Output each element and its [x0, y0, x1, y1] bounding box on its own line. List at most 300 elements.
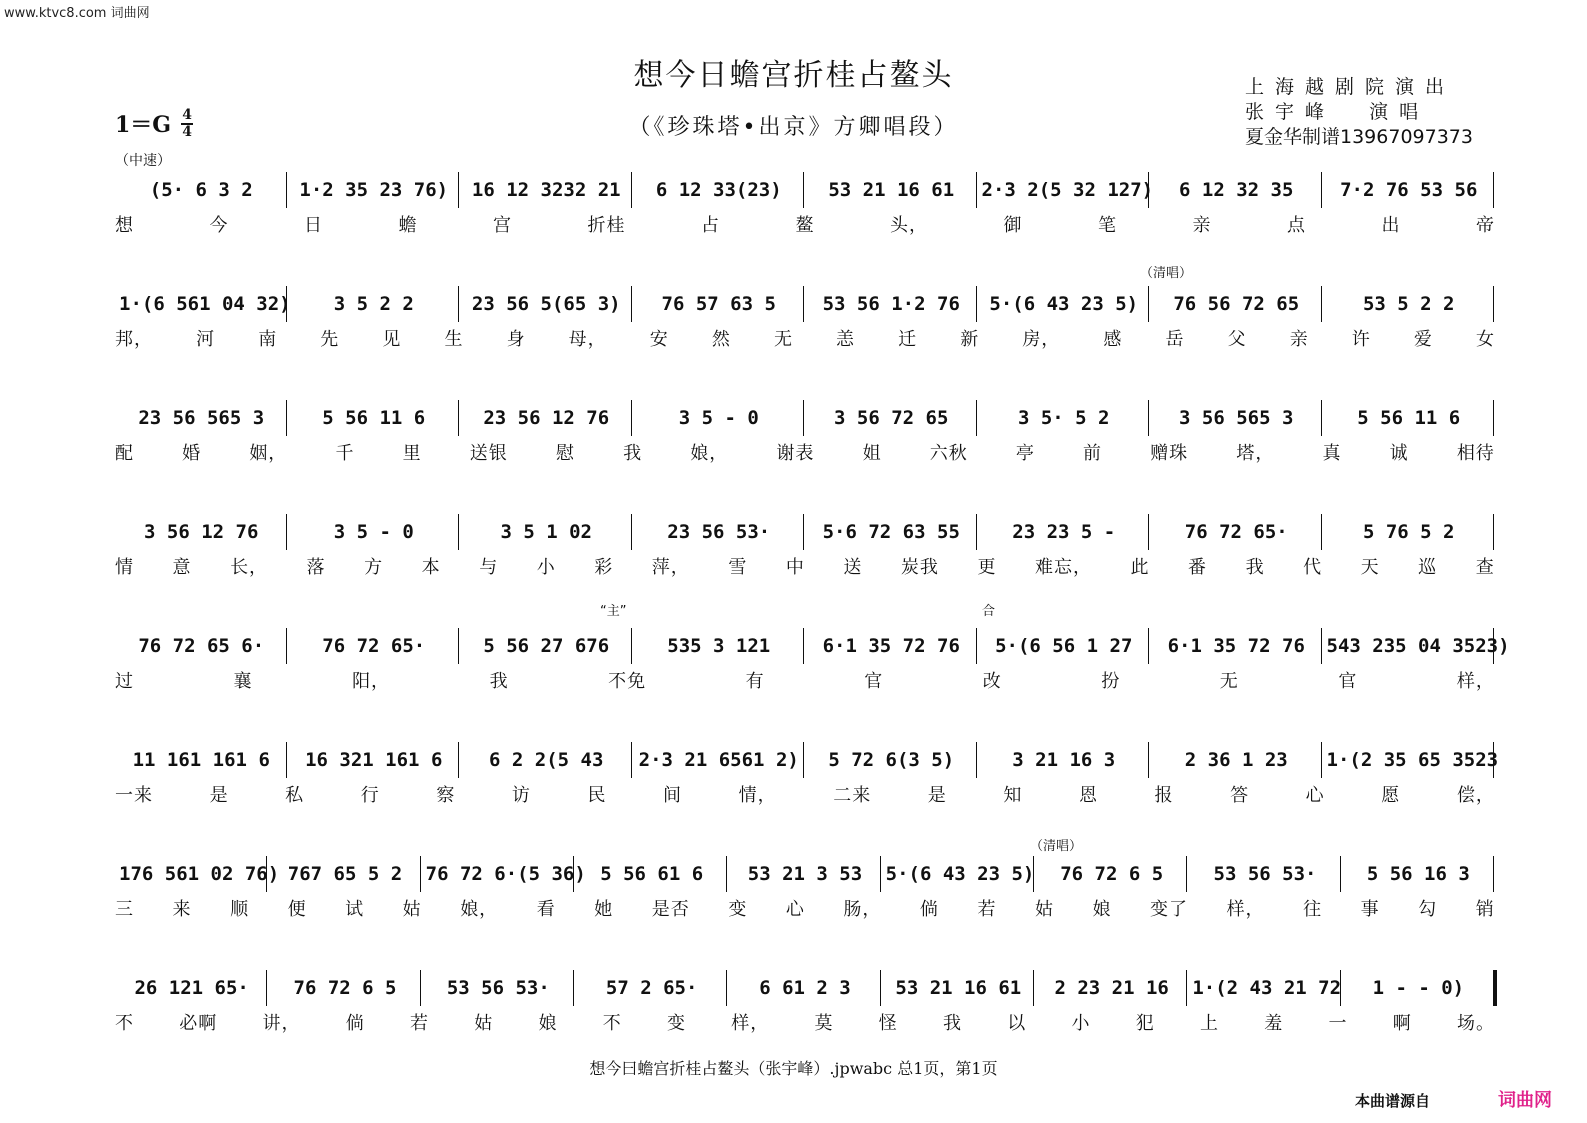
barline — [286, 400, 287, 436]
lyric-word: 落 — [306, 557, 326, 578]
lyric-word: 千 — [335, 443, 355, 464]
barline — [1148, 400, 1149, 436]
measure: (5· 6 3 2 — [149, 179, 253, 201]
barline — [1321, 514, 1322, 550]
barline — [1340, 856, 1341, 892]
lyric-word: 相待 — [1456, 443, 1495, 464]
measure: 5 72 6(3 5) — [828, 749, 955, 771]
measure: 76 72 6·(5 36) — [425, 863, 586, 885]
lyric-word: 样， — [1226, 899, 1265, 920]
measure: 6 12 32 35 — [1179, 179, 1294, 201]
barline — [458, 286, 459, 322]
barline — [803, 400, 804, 436]
lyric-word: 御 — [1003, 215, 1023, 236]
lyric-word: 送 — [843, 557, 863, 578]
measure: 23 56 565 3 — [138, 407, 265, 429]
measure: 76 72 6 5 — [293, 977, 397, 999]
barline — [420, 856, 421, 892]
barline — [1148, 742, 1149, 778]
barline — [458, 628, 459, 664]
lyric-word: 情， — [738, 785, 777, 806]
lyric-word: 爱 — [1413, 329, 1433, 350]
lyric-word: 迁 — [898, 329, 918, 350]
measure: 2 36 1 23 — [1184, 749, 1288, 771]
measure: 6 12 33(23) — [655, 179, 782, 201]
lyric-word: 见 — [382, 329, 402, 350]
lyric-word: 我 — [489, 671, 509, 692]
barline — [458, 742, 459, 778]
lyric-word: 里 — [402, 443, 422, 464]
measure: 6 61 2 3 — [759, 977, 851, 999]
measure: 3 21 16 3 — [1012, 749, 1116, 771]
lyric-word: 想 — [115, 215, 134, 236]
lyric-word: 中 — [785, 557, 805, 578]
measure: 5 56 61 6 — [600, 863, 704, 885]
measure: 767 65 5 2 — [287, 863, 403, 885]
measure: 76 72 65· — [322, 635, 426, 657]
barline — [631, 172, 632, 208]
lyric-word: 无 — [773, 329, 793, 350]
notation-row — [115, 626, 1510, 666]
lyric-word: 倘 — [345, 1013, 365, 1034]
measure: 5·(6 43 23 5) — [989, 293, 1139, 315]
lyric-word: 过 — [115, 671, 134, 692]
lyrics-row — [115, 553, 1495, 579]
measure: 1·(2 43 21 72 — [1192, 977, 1342, 999]
staff-system — [115, 626, 1510, 696]
lyric-word: 岳 — [1165, 329, 1185, 350]
lyric-word: 感 — [1103, 329, 1123, 350]
barline — [286, 628, 287, 664]
lyric-word: 姑 — [1034, 899, 1054, 920]
lyric-word: 变了 — [1150, 899, 1189, 920]
notation-row — [115, 512, 1495, 552]
lyric-word: 巡 — [1418, 557, 1438, 578]
lyric-word: 羞 — [1264, 1013, 1284, 1034]
measure: 53 21 3 53 — [747, 863, 863, 885]
lyric-word: 鳌 — [795, 215, 815, 236]
credits — [1245, 75, 1473, 150]
notation-row — [115, 740, 1499, 780]
lyrics-row — [115, 325, 1495, 351]
lyric-word: 配 — [115, 443, 134, 464]
barline — [1493, 970, 1497, 1006]
staff-system — [115, 170, 1495, 240]
notation-row — [115, 398, 1495, 438]
lyric-word: 诚 — [1389, 443, 1409, 464]
barline — [726, 970, 727, 1006]
barline — [803, 514, 804, 550]
lyric-word: 代 — [1303, 557, 1323, 578]
credit-singer: 张宇峰 演唱 — [1245, 101, 1430, 123]
lyric-word: 肠， — [843, 899, 882, 920]
staff-system — [115, 740, 1499, 810]
measure: 16 321 161 6 — [305, 749, 443, 771]
barline — [803, 286, 804, 322]
barline — [1493, 514, 1494, 550]
lyric-word: 小 — [536, 557, 556, 578]
lyric-word: 先 — [320, 329, 340, 350]
measure: 23 23 5 - — [1012, 521, 1116, 543]
credit-troupe: 上海越剧院演出 — [1245, 76, 1456, 98]
barline — [1186, 856, 1187, 892]
lyric-word: 便 — [287, 899, 307, 920]
measure: 7·2 76 53 56 — [1340, 179, 1478, 201]
barline — [1321, 286, 1322, 322]
lyric-word: 间 — [663, 785, 683, 806]
key-label: 1＝G — [115, 112, 172, 138]
lyric-word: 倘 — [919, 899, 939, 920]
measure: 543 235 04 3523) — [1326, 635, 1510, 657]
lyric-word: 亭 — [1015, 443, 1035, 464]
lyric-word: 更 — [977, 557, 997, 578]
lyric-word: 难忘， — [1034, 557, 1092, 578]
lyric-word: 啊 — [1392, 1013, 1412, 1034]
barline — [1033, 856, 1034, 892]
lyric-word: 情 — [115, 557, 134, 578]
lyric-word: 知 — [1003, 785, 1023, 806]
measure: 3 5 2 2 — [333, 293, 414, 315]
lyric-word: 变 — [728, 899, 748, 920]
lyric-word: 番 — [1188, 557, 1208, 578]
measure: 5·6 72 63 55 — [822, 521, 960, 543]
lyric-word: 意 — [172, 557, 192, 578]
lyric-word: 赠珠 — [1150, 443, 1189, 464]
measure: 5·(6 56 1 27 — [995, 635, 1133, 657]
lyric-word: 与 — [479, 557, 499, 578]
lyric-word: 方 — [364, 557, 384, 578]
lyric-word: 三 — [115, 899, 134, 920]
measure: 1·(6 561 04 32) — [119, 293, 291, 315]
measure: 6·1 35 72 76 — [822, 635, 960, 657]
barline — [286, 514, 287, 550]
measure: 53 5 2 2 — [1362, 293, 1455, 315]
song-subtitle: （《珍珠塔•出京》方卿唱段） — [628, 115, 959, 140]
lyric-word: 一 — [1328, 1013, 1348, 1034]
time-bottom: 4 — [182, 123, 192, 140]
measure: 76 56 72 65 — [1173, 293, 1300, 315]
lyric-word: 姐 — [862, 443, 882, 464]
annotation-he: 合 — [982, 604, 996, 619]
lyric-word: 犯 — [1135, 1013, 1155, 1034]
measure: 2·3 2(5 32 127) — [981, 179, 1154, 201]
site-watermark: www.ktvc8.com 词曲网 — [4, 6, 150, 21]
lyric-word: 民 — [587, 785, 607, 806]
lyric-word: 今 — [209, 215, 229, 236]
lyric-word: 官 — [1338, 671, 1358, 692]
barline — [631, 514, 632, 550]
lyric-word: 恙 — [836, 329, 856, 350]
measure: 6 2 2(5 43 — [489, 749, 604, 771]
barline — [976, 172, 977, 208]
lyric-word: 六秋 — [929, 443, 968, 464]
notation-row — [115, 284, 1495, 324]
lyric-word: 占 — [701, 215, 720, 236]
barline — [803, 742, 804, 778]
barline — [1493, 172, 1494, 208]
lyric-word: 折桂 — [587, 215, 626, 236]
lyric-word: 雪 — [728, 557, 748, 578]
measure: 1·2 35 23 76) — [299, 179, 449, 201]
lyric-word: 我 — [1245, 557, 1265, 578]
lyric-word: 娘， — [460, 899, 499, 920]
lyric-word: 有 — [745, 671, 765, 692]
barline — [286, 742, 287, 778]
measure: 23 56 53· — [667, 521, 771, 543]
measure: 1·(2 35 65 3523 — [1326, 749, 1499, 771]
barline — [1148, 514, 1149, 550]
barline — [1493, 856, 1494, 892]
notation-row — [115, 170, 1495, 210]
barline — [803, 172, 804, 208]
staff-system — [115, 854, 1495, 924]
lyric-word: 无 — [1219, 671, 1239, 692]
annotation-qingchang-1: （清唱） — [1140, 266, 1193, 281]
lyric-word: 笔 — [1098, 215, 1117, 236]
lyric-word: 愿 — [1381, 785, 1401, 806]
barline — [976, 400, 977, 436]
annotation-zhu: “主” — [600, 604, 627, 619]
lyric-word: 娘 — [1092, 899, 1112, 920]
lyrics-row — [115, 439, 1495, 465]
measure: 5 56 11 6 — [322, 407, 426, 429]
lyrics-row — [115, 211, 1495, 237]
barline — [458, 514, 459, 550]
measure: 23 56 12 76 — [483, 407, 610, 429]
lyric-word: 姻， — [249, 443, 288, 464]
lyric-word: 塔， — [1236, 443, 1275, 464]
key-signature — [115, 108, 193, 139]
barline — [420, 970, 421, 1006]
song-title: 想今日蟾宫折桂占鳌头 — [633, 58, 954, 93]
lyric-word: 不 — [602, 1013, 622, 1034]
measure: 76 72 65· — [1184, 521, 1288, 543]
lyric-word: 访 — [511, 785, 531, 806]
staff-system — [115, 968, 1495, 1038]
barline — [1148, 172, 1149, 208]
measure: 2·3 21 6561 2) — [638, 749, 799, 771]
measure: 53 56 53· — [446, 977, 550, 999]
barline — [1148, 286, 1149, 322]
lyric-word: 我 — [623, 443, 643, 464]
barline — [266, 970, 267, 1006]
lyric-word: 姑 — [402, 899, 422, 920]
measure: 6·1 35 72 76 — [1167, 635, 1305, 657]
measure: 5 56 11 6 — [1357, 407, 1461, 429]
time-top: 4 — [182, 106, 192, 123]
lyric-word: 销 — [1475, 899, 1495, 920]
lyric-word: 阳， — [352, 671, 391, 692]
barline — [976, 628, 977, 664]
barline — [266, 856, 267, 892]
lyric-word: 长， — [230, 557, 269, 578]
barline — [976, 742, 977, 778]
lyric-word: 是 — [927, 785, 947, 806]
barline — [1321, 400, 1322, 436]
time-signature — [181, 106, 193, 140]
lyric-word: 若 — [410, 1013, 429, 1034]
barline — [631, 286, 632, 322]
lyric-word: 我 — [943, 1013, 962, 1034]
barline — [1340, 970, 1341, 1006]
lyrics-row — [115, 895, 1495, 921]
barline — [573, 970, 574, 1006]
lyric-word: 身 — [506, 329, 526, 350]
lyric-word: 变 — [667, 1013, 686, 1034]
measure: 3 5 - 0 — [678, 407, 759, 429]
lyrics-row — [115, 667, 1495, 693]
measure: 76 72 65 6· — [138, 635, 265, 657]
credit-transcriber: 夏金华制谱13967097373 — [1245, 126, 1473, 148]
lyric-word: 必啊 — [179, 1013, 218, 1034]
barline — [976, 286, 977, 322]
lyric-word: 报 — [1154, 785, 1174, 806]
measure: 176 561 02 76) — [119, 863, 280, 885]
lyric-word: 怪 — [878, 1013, 898, 1034]
lyric-word: 来 — [172, 899, 192, 920]
measure: 3 5· 5 2 — [1017, 407, 1110, 429]
measure: 3 56 72 65 — [834, 407, 949, 429]
lyric-word: 宫 — [493, 215, 512, 236]
lyric-word: 试 — [345, 899, 365, 920]
staff-system — [115, 398, 1495, 468]
lyric-word: 讲， — [262, 1013, 301, 1034]
barline — [976, 514, 977, 550]
lyric-word: 萍， — [651, 557, 690, 578]
barline — [1493, 742, 1494, 778]
measure: 53 21 16 61 — [828, 179, 955, 201]
lyric-word: 襄 — [233, 671, 253, 692]
measure: 535 3 121 — [667, 635, 771, 657]
measure: 5 56 16 3 — [1366, 863, 1470, 885]
lyric-word: 女 — [1475, 329, 1495, 350]
lyric-word: 头， — [890, 215, 928, 236]
lyric-word: 父 — [1227, 329, 1247, 350]
lyric-word: 勾 — [1418, 899, 1438, 920]
barline — [631, 742, 632, 778]
lyric-word: 偿， — [1456, 785, 1495, 806]
barline — [1321, 172, 1322, 208]
measure: 26 121 65· — [134, 977, 249, 999]
barline — [1493, 628, 1494, 664]
lyric-word: 官 — [864, 671, 884, 692]
barline — [573, 856, 574, 892]
barline — [880, 970, 881, 1006]
lyric-word: 本 — [421, 557, 441, 578]
notation-row — [115, 968, 1495, 1008]
lyric-word: 场。 — [1457, 1013, 1495, 1034]
lyric-word: 顺 — [230, 899, 250, 920]
lyric-word: 不 — [115, 1013, 134, 1034]
lyrics-row — [115, 781, 1495, 807]
lyric-word: 南 — [258, 329, 278, 350]
barline — [1321, 628, 1322, 664]
barline — [458, 172, 459, 208]
lyric-word: 是 — [209, 785, 229, 806]
lyric-word: 查 — [1475, 557, 1495, 578]
measure: 11 161 161 6 — [132, 749, 270, 771]
lyric-word: 答 — [1230, 785, 1250, 806]
lyric-word: 生 — [444, 329, 464, 350]
lyric-word: 改 — [982, 671, 1002, 692]
staff-system — [115, 284, 1495, 354]
lyric-word: 样， — [731, 1013, 770, 1034]
barline — [1493, 400, 1494, 436]
lyric-word: 以 — [1007, 1013, 1027, 1034]
measure: 3 5 - 0 — [333, 521, 414, 543]
lyric-word: 若 — [977, 899, 997, 920]
barline — [631, 628, 632, 664]
lyric-word: 慰 — [555, 443, 575, 464]
lyrics-row — [115, 1009, 1495, 1035]
barline — [880, 856, 881, 892]
measure: 76 72 6 5 — [1060, 863, 1164, 885]
barline — [458, 400, 459, 436]
barline — [1148, 628, 1149, 664]
measure: 3 56 12 76 — [144, 521, 259, 543]
barline — [803, 628, 804, 664]
measure: 5 56 27 676 — [483, 635, 610, 657]
lyric-word: 是否 — [651, 899, 690, 920]
barline — [726, 856, 727, 892]
lyric-word: 前 — [1083, 443, 1103, 464]
barline — [1493, 286, 1494, 322]
lyric-word: 蟾 — [398, 215, 418, 236]
measure: 3 5 1 02 — [500, 521, 592, 543]
lyric-word: 日 — [304, 215, 323, 236]
barline — [631, 400, 632, 436]
lyric-word: 此 — [1130, 557, 1150, 578]
measure: 53 56 53· — [1213, 863, 1317, 885]
lyric-word: 娘， — [690, 443, 729, 464]
lyric-word: 莫 — [814, 1013, 834, 1034]
lyric-word: 帝 — [1476, 215, 1495, 236]
lyric-word: 许 — [1351, 329, 1371, 350]
measure: 5·(6 43 23 5) — [885, 863, 1035, 885]
lyric-word: 房， — [1022, 329, 1061, 350]
lyric-word: 天 — [1360, 557, 1380, 578]
lyric-word: 婚 — [182, 443, 202, 464]
barline — [1186, 970, 1187, 1006]
lyric-word: 恩 — [1078, 785, 1098, 806]
barline — [286, 172, 287, 208]
notation-row — [115, 854, 1495, 894]
lyric-word: 河 — [196, 329, 216, 350]
lyric-word: 事 — [1360, 899, 1380, 920]
lyric-word: 亲 — [1289, 329, 1309, 350]
measure: 5 76 5 2 — [1362, 521, 1455, 543]
page-footer: 想今曰蟾宫折桂占鳌头（张宇峰）.jpwabc 总1页，第1页 — [589, 1059, 998, 1078]
lyric-word: 心 — [1305, 785, 1325, 806]
lyric-word: 新 — [960, 329, 980, 350]
tempo-marking: （中速） — [115, 153, 171, 169]
measure: 57 2 65· — [605, 977, 698, 999]
lyric-word: 心 — [785, 899, 805, 920]
barline — [1033, 970, 1034, 1006]
barline — [1321, 742, 1322, 778]
lyric-word: 炭我 — [900, 557, 939, 578]
lyric-word: 谢表 — [776, 443, 815, 464]
lyric-word: 上 — [1200, 1013, 1219, 1034]
lyric-word: 往 — [1303, 899, 1323, 920]
lyric-word: 彩 — [594, 557, 614, 578]
measure: 2 23 21 16 — [1054, 977, 1169, 999]
lyric-word: 然 — [711, 329, 731, 350]
site-logo: 词曲网 — [1498, 1090, 1552, 1111]
lyric-word: 母， — [568, 329, 607, 350]
barline — [286, 286, 287, 322]
lyric-word: 看 — [536, 899, 556, 920]
